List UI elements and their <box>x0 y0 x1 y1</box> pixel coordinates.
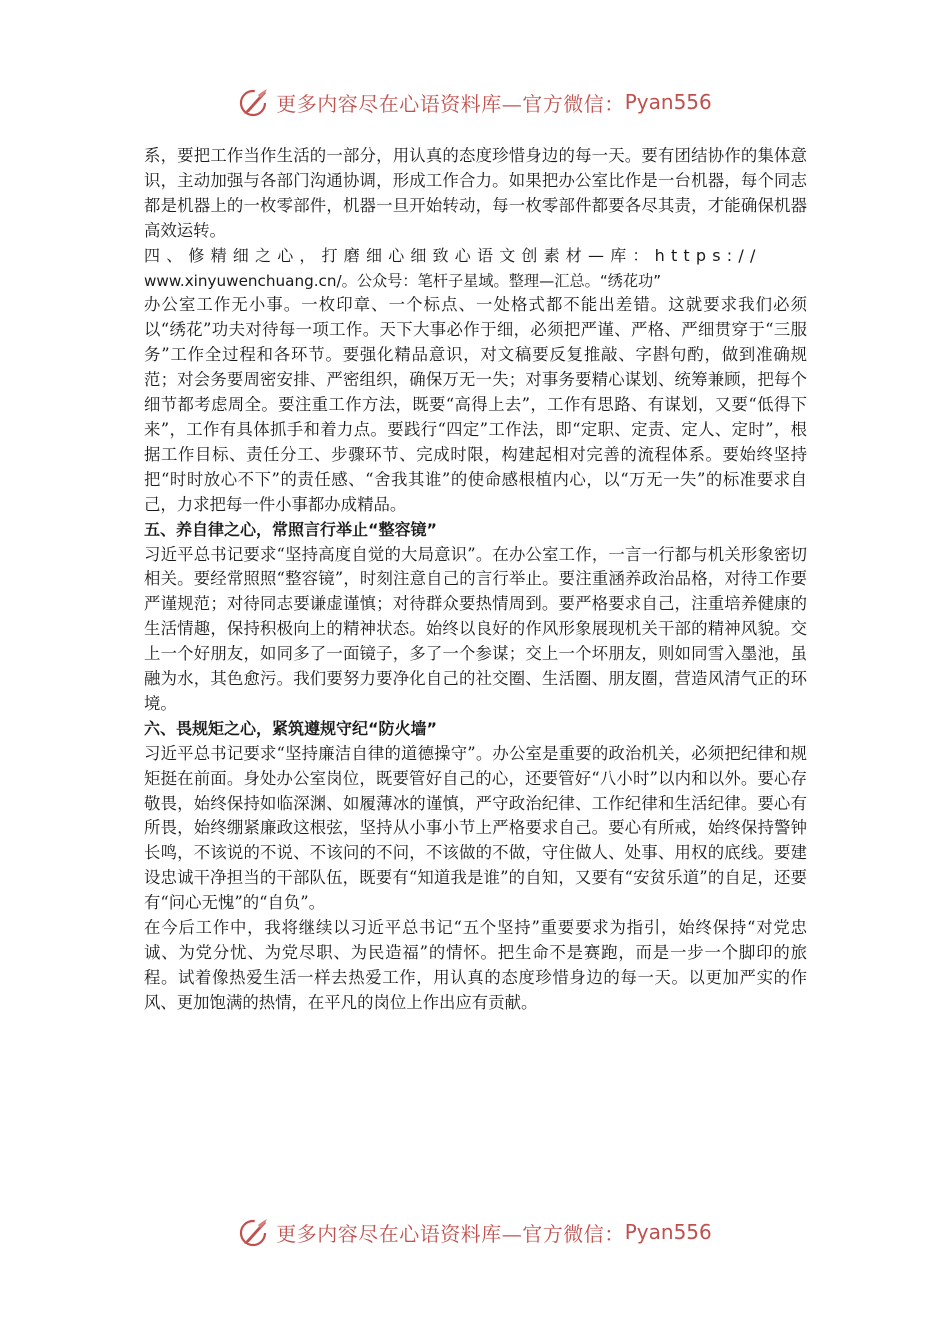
paragraph: 在今后工作中，我将继续以习近平总书记“五个坚持”重要要求为指引，始终保持“对党忠诚、为党分忧、为党尽职、为民造福”的情怀。把生命不是赛跑，而是一步一个脚印的旅程。试着像热爱生活一样去热爱工作，用认真的态度珍惜身边的每一天。以更加严实的作风、更加饱满的热情，在平凡的岗位上作出应有贡献。 <box>144 918 807 1012</box>
paragraph: 习近平总书记要求“坚持廉洁自律的道德操守”。办公室是重要的政治机关，必须把纪律和规矩挺在前面。身处办公室岗位，既要管好自己的心，还要管好“八小时”以内和以外。要心存敬畏，始终保持如临深渊、如履薄冰的谨慎，严守政治纪律、工作纪律和生活纪律。要心有所畏，始终绷紧廉政这根弦，坚持从小事小节上严格要求自己。要心有所戒，始终保持警钟长鸣，不该说的不说、不该问的不问，不该做的不做，守住做人、处事、用权的底线。要建设忠诚干净担当的干部队伍，既要有“知道我是谁”的自知，又要有“安贫乐道”的自足，还要有“问心无愧”的“自负”。 <box>144 743 807 913</box>
footer-banner <box>0 1212 950 1252</box>
banner-wechat-id: Pyan556 <box>624 90 712 114</box>
quill-pen-logo-icon <box>238 86 270 118</box>
banner-wechat-id: Pyan556 <box>624 1220 712 1244</box>
source-url-line: www.xinyuwenchuang.cn/。公众号：笔杆子星域。整理—汇总。“绣花功” <box>144 271 662 290</box>
paragraph: 办公室工作无小事。一枚印章、一个标点、一处格式都不能出差错。这就要求我们必须以“绣花”功夫对待每一项工作。天下大事必作于细，必须把严谨、严格、严细贯穿于“三服务”工作全过程和各环节。要强化精品意识，对文稿要反复推敲、字斟句酌，做到准确规范；对会务要周密安排、严密组织，确保万无一失；对事务要精心谋划、统筹兼顾，把每个细节都考虑周全。要注重工作方法，既要“高得上去”，工作有思路、有谋划，又要“低得下来”，工作有具体抓手和着力点。要践行“四定”工作法，即“定职、定责、定人、定时”，根据工作目标、责任分工、步骤环节、完成时限，构建起相对完善的流程体系。要始终坚持把“时时放心不下”的责任感、“舍我其谁”的使命感根植内心，以“万无一失”的标准要求自己，力求把每一件小事都办成精品。 <box>144 295 807 514</box>
paragraph: 习近平总书记要求“坚持高度自觉的大局意识”。在办公室工作，一言一行都与机关形象密切相关。要经常照照“整容镜”，时刻注意自己的言行举止。要注重涵养政治品格，对待工作要严谨规范；对待同志要谦虚谨慎；对待群众要热情周到。要严格要求自己，注重培养健康的生活情趣，保持积极向上的精神状态。始终以良好的作风形象展现机关干部的精神风貌。交上一个好朋友，如同多了一面镜子，多了一个参谋；交上一个坏朋友，则如同雪入墨池，虽融为水，其色愈污。我们要努力要净化自己的社交圈、生活圈、朋友圈，营造风清气正的环境。 <box>144 544 807 713</box>
banner-text: 更多内容尽在心语资料库—官方微信： <box>276 91 625 116</box>
section-heading-6: 六、畏规矩之心，紧筑遵规守纪“防火墙” <box>144 718 438 738</box>
document-body <box>144 144 807 1016</box>
banner-text: 更多内容尽在心语资料库—官方微信： <box>276 1221 625 1246</box>
header-banner <box>0 82 950 122</box>
paragraph: 系，要把工作当作生活的一部分，用认真的态度珍惜身边的每一天。要有团结协作的集体意识，主动加强与各部门沟通协调，形成工作合力。如果把办公室比作是一台机器，每个同志都是机器上的一枚零部件，机器一旦开始转动，每一枚零部件都要各尽其责，才能确保机器高效运转。 <box>144 146 807 240</box>
section-heading-5: 五、养自律之心，常照言行举止“整容镜” <box>144 519 438 539</box>
section-heading-4: 四、修精细之心，打磨细心细致心语文创素材—库：https:// <box>144 245 762 265</box>
quill-pen-logo-icon <box>238 1216 270 1248</box>
